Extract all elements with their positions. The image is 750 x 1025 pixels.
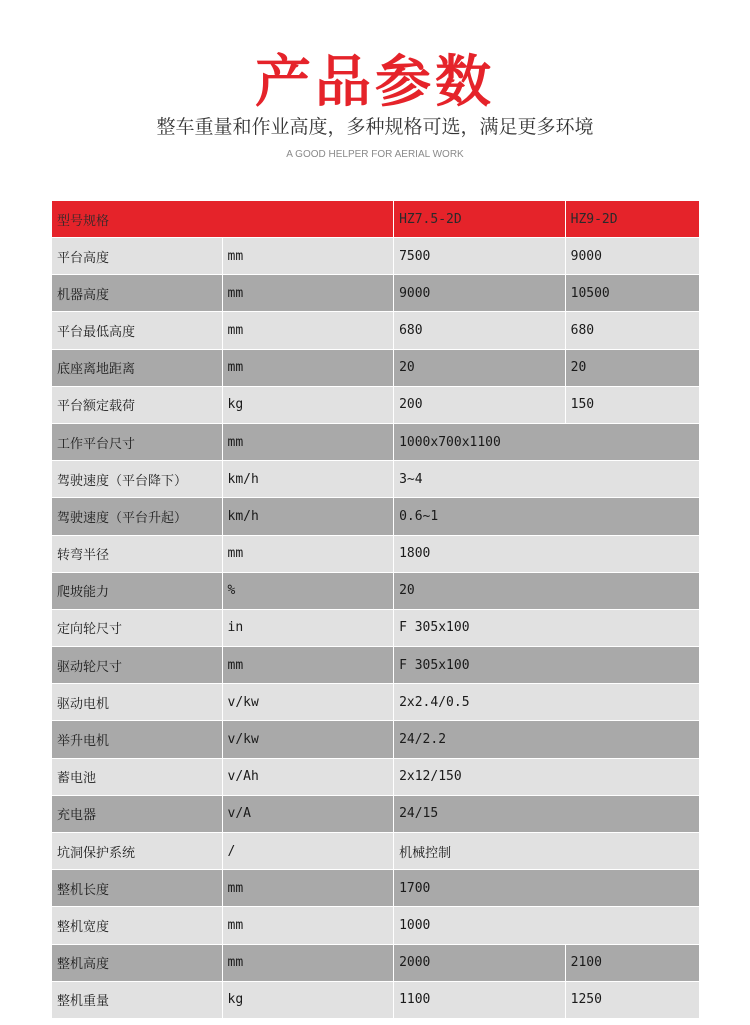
spec-unit: mm: [222, 349, 394, 386]
spec-name: 平台最低高度: [52, 312, 223, 349]
spec-value-model-2: 1250: [565, 981, 699, 1018]
spec-value: 2x2.4/0.5: [394, 684, 700, 721]
spec-name: 机器高度: [52, 275, 223, 312]
spec-unit: v/Ah: [222, 758, 394, 795]
spec-name: 举升电机: [52, 721, 223, 758]
spec-name: 平台额定载荷: [52, 386, 223, 423]
table-row: [52, 275, 700, 312]
table-row: [52, 349, 700, 386]
table-row: [52, 907, 700, 944]
spec-value: 0.6~1: [394, 498, 700, 535]
spec-unit: km/h: [222, 498, 394, 535]
spec-value-model-1: 20: [394, 349, 566, 386]
spec-unit: v/kw: [222, 684, 394, 721]
spec-name: 整机重量: [52, 981, 223, 1018]
spec-table-body: [52, 201, 700, 1019]
spec-name: 工作平台尺寸: [52, 423, 223, 460]
spec-value: 24/15: [394, 795, 700, 832]
spec-value: 机械控制: [394, 833, 700, 870]
spec-name: 定向轮尺寸: [52, 609, 223, 646]
spec-value-model-1: 1100: [394, 981, 566, 1018]
spec-name: 充电器: [52, 795, 223, 832]
spec-unit: v/A: [222, 795, 394, 832]
table-row: [52, 870, 700, 907]
spec-name: 底座离地距离: [52, 349, 223, 386]
table-row: [52, 647, 700, 684]
spec-name: 整机高度: [52, 944, 223, 981]
spec-unit: mm: [222, 238, 394, 275]
spec-value: 1000: [394, 907, 700, 944]
spec-name: 平台高度: [52, 238, 223, 275]
spec-unit: mm: [222, 870, 394, 907]
table-row: [52, 944, 700, 981]
spec-value-model-1: 9000: [394, 275, 566, 312]
spec-unit: in: [222, 609, 394, 646]
spec-value-model-1: 200: [394, 386, 566, 423]
table-row: [52, 386, 700, 423]
spec-value-model-1: 2000: [394, 944, 566, 981]
table-row: [52, 833, 700, 870]
table-row: [52, 238, 700, 275]
spec-name: 转弯半径: [52, 535, 223, 572]
spec-name: 整机长度: [52, 870, 223, 907]
spec-value-model-2: 150: [565, 386, 699, 423]
page-tagline: A GOOD HELPER FOR AERIAL WORK: [286, 149, 464, 160]
spec-unit: mm: [222, 944, 394, 981]
spec-value: 1700: [394, 870, 700, 907]
spec-unit: mm: [222, 423, 394, 460]
spec-unit: mm: [222, 907, 394, 944]
table-row: [52, 795, 700, 832]
table-row: [52, 721, 700, 758]
spec-name: 爬坡能力: [52, 572, 223, 609]
table-row: [52, 981, 700, 1018]
page-subtitle: 整车重量和作业高度，多种规格可选，满足更多环境: [156, 116, 594, 138]
spec-value-model-1: 7500: [394, 238, 566, 275]
spec-unit: mm: [222, 535, 394, 572]
spec-unit: km/h: [222, 461, 394, 498]
table-row: [52, 609, 700, 646]
spec-unit: /: [222, 833, 394, 870]
spec-name: 整机宽度: [52, 907, 223, 944]
spec-value: 1000x700x1100: [394, 423, 700, 460]
spec-unit: kg: [222, 386, 394, 423]
spec-unit: mm: [222, 647, 394, 684]
spec-value: 24/2.2: [394, 721, 700, 758]
spec-name: 驾驶速度（平台升起）: [52, 498, 223, 535]
spec-unit: %: [222, 572, 394, 609]
spec-unit: kg: [222, 981, 394, 1018]
spec-unit: mm: [222, 275, 394, 312]
table-row: [52, 312, 700, 349]
spec-unit: v/kw: [222, 721, 394, 758]
spec-value-model-2: 10500: [565, 275, 699, 312]
spec-value: F 305x100: [394, 609, 700, 646]
spec-value: 3~4: [394, 461, 700, 498]
spec-value-model-2: 20: [565, 349, 699, 386]
spec-table: [51, 200, 700, 1019]
spec-value-model-2: 2100: [565, 944, 699, 981]
spec-name: 坑洞保护系统: [52, 833, 223, 870]
spec-name: 驾驶速度（平台降下）: [52, 461, 223, 498]
spec-value: 1800: [394, 535, 700, 572]
table-row: [52, 758, 700, 795]
spec-value-model-2: 680: [565, 312, 699, 349]
spec-value: F 305x100: [394, 647, 700, 684]
spec-value: 20: [394, 572, 700, 609]
table-row: [52, 535, 700, 572]
spec-unit: mm: [222, 312, 394, 349]
spec-name: 蓄电池: [52, 758, 223, 795]
spec-value-model-2: 9000: [565, 238, 699, 275]
spec-table-header: [52, 201, 700, 238]
table-row: [52, 498, 700, 535]
table-row: [52, 684, 700, 721]
header-label: 型号规格: [52, 201, 394, 238]
spec-name: 驱动电机: [52, 684, 223, 721]
header-model-1: HZ7.5-2D: [394, 201, 566, 238]
spec-value: 2x12/150: [394, 758, 700, 795]
table-row: [52, 461, 700, 498]
table-row: [52, 572, 700, 609]
spec-name: 驱动轮尺寸: [52, 647, 223, 684]
header-model-2: HZ9-2D: [565, 201, 699, 238]
spec-value-model-1: 680: [394, 312, 566, 349]
table-row: [52, 423, 700, 460]
page-title: 产品参数: [255, 50, 495, 115]
